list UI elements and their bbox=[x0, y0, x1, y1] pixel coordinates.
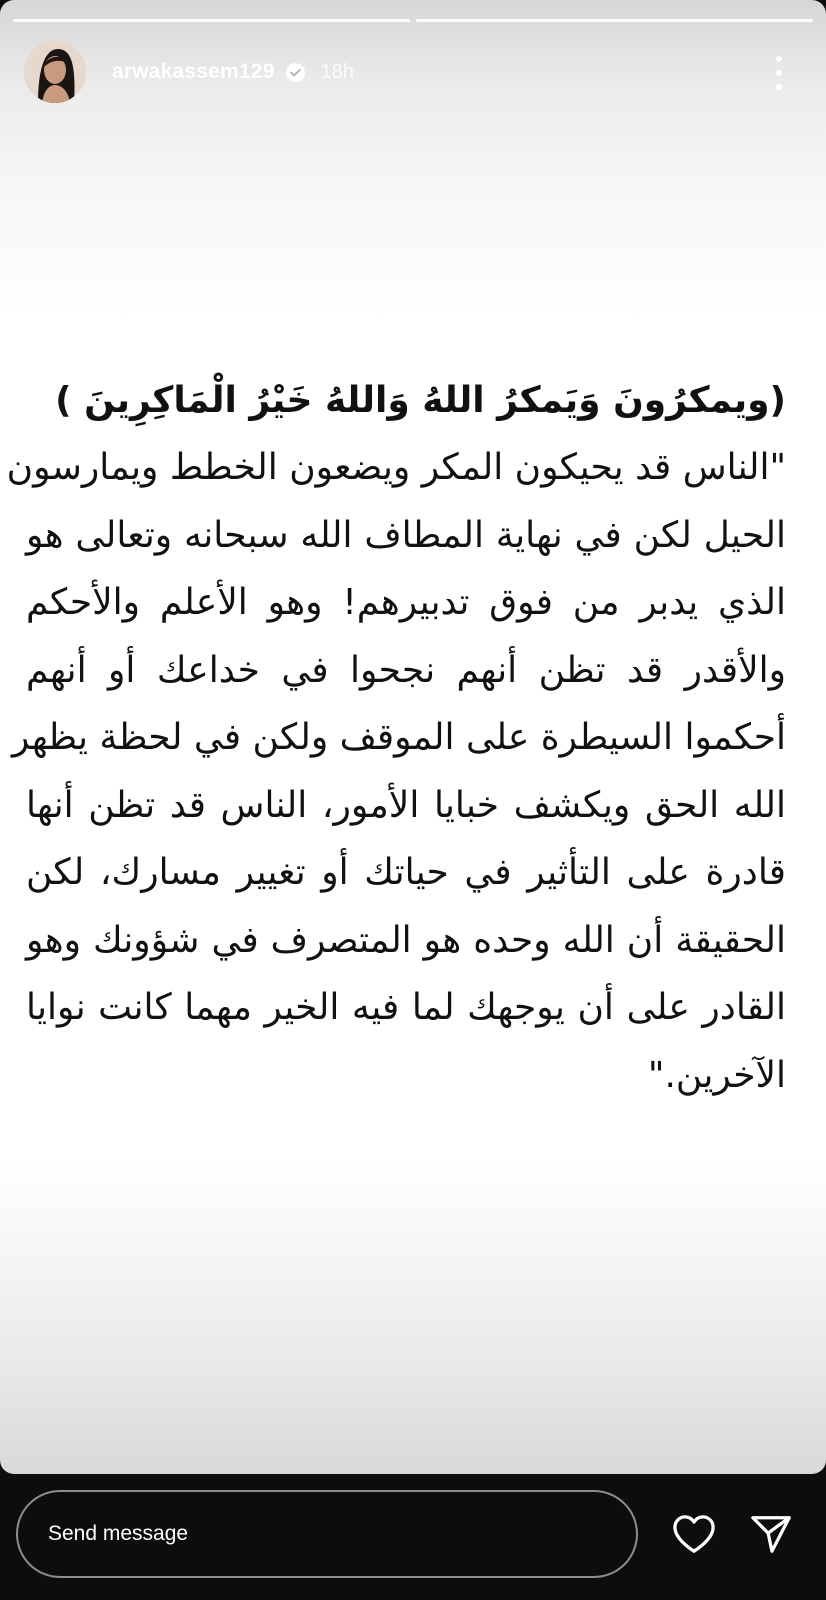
text-line: الحقيقة أن الله وحده هو المتصرف في شؤونك وهو bbox=[26, 919, 786, 961]
more-options-icon[interactable] bbox=[772, 56, 786, 90]
text-line: الله الحق ويكشف خبايا الأمور، الناس قد تظن أنها bbox=[26, 784, 786, 826]
post-time: 18h bbox=[320, 60, 354, 83]
more-dot bbox=[776, 70, 782, 76]
more-dot bbox=[776, 56, 782, 62]
text-line: الذي يدبر من فوق تدبيرهم! وهو الأعلم والأحكم bbox=[26, 582, 786, 623]
text-line: والأقدر قد تظن أنهم نجحوا في خداعك أو أنهم bbox=[26, 649, 786, 691]
text-line: الحيل لكن في نهاية المطاف الله سبحانه وتعالى هو bbox=[26, 514, 786, 556]
send-message-input[interactable]: Send message bbox=[16, 1490, 638, 1578]
story-progress-bar bbox=[13, 19, 813, 22]
reply-bar bbox=[0, 1474, 826, 1600]
more-dot bbox=[776, 84, 782, 90]
story-text bbox=[6, 368, 786, 1109]
avatar-image bbox=[24, 41, 86, 103]
progress-segment bbox=[416, 19, 813, 22]
story-header bbox=[24, 40, 786, 104]
send-icon[interactable] bbox=[745, 1508, 797, 1560]
text-line: الآخرين." bbox=[647, 1054, 786, 1096]
quran-verse: (ويمكرُونَ وَيَمكرُ اللهُ وَاللهُ خَيْرُ الْمَاكِرِينَ ) bbox=[55, 380, 786, 421]
username[interactable]: arwakassem129 bbox=[112, 60, 275, 83]
text-line: القادر على أن يوجهك لما فيه الخير مهما كانت نوايا bbox=[26, 987, 786, 1028]
heart-icon[interactable] bbox=[668, 1508, 720, 1560]
text-line: "الناس قد يحيكون المكر ويضعون الخطط ويمارسون bbox=[6, 447, 786, 488]
verified-badge-icon bbox=[284, 61, 307, 84]
progress-segment bbox=[13, 19, 410, 22]
text-line: أحكموا السيطرة على الموقف ولكن في لحظة يظهر bbox=[11, 717, 786, 758]
text-line: قادرة على التأثير في حياتك أو تغيير مسارك، لكن bbox=[26, 852, 786, 893]
avatar[interactable] bbox=[24, 41, 86, 103]
